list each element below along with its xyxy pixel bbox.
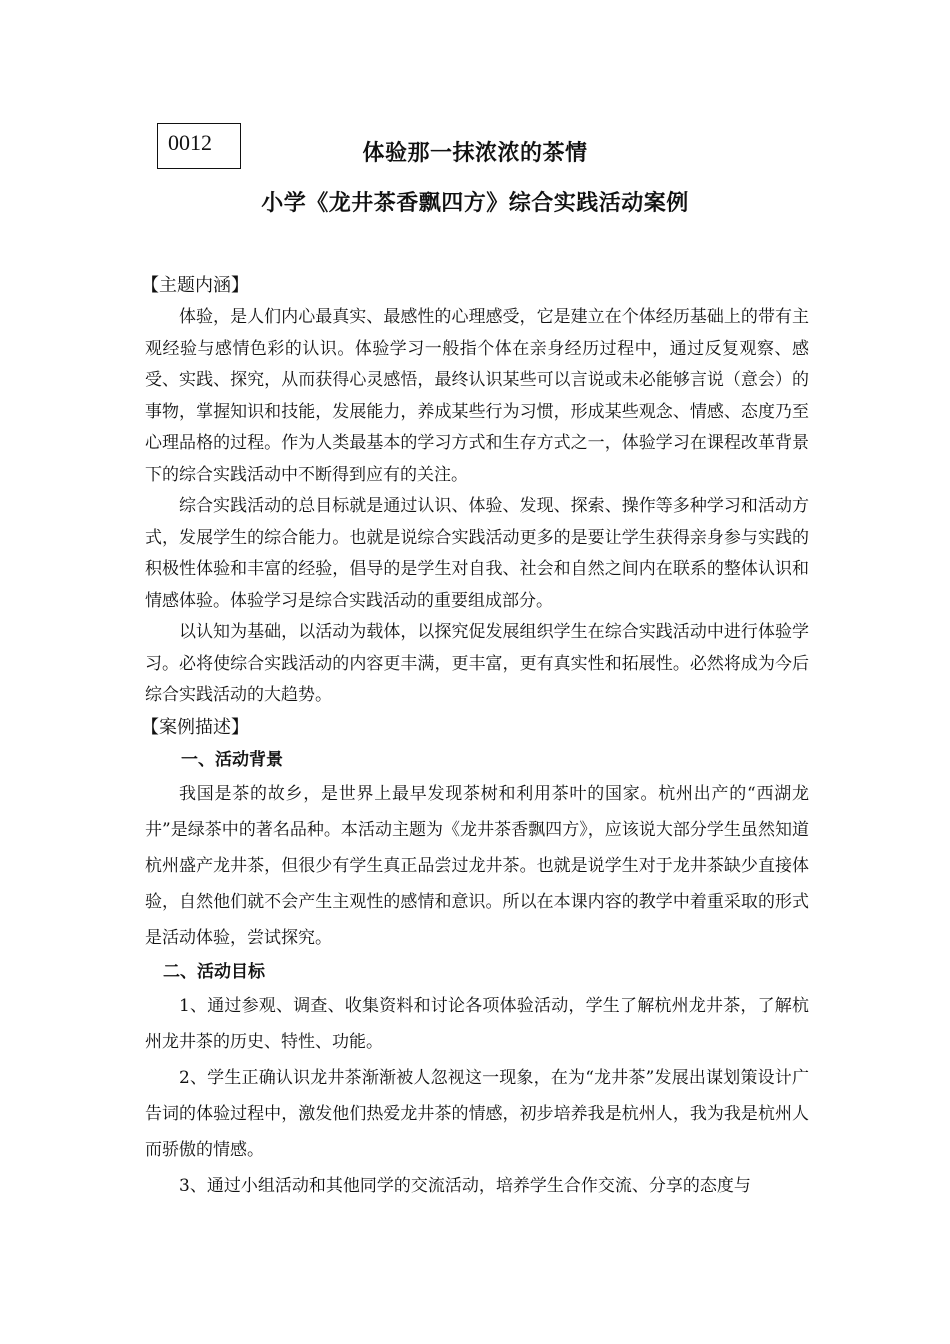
paragraph: 体验，是人们内心最真实、最感性的心理感受，它是建立在个体经历基础上的带有主观经验与感情色彩的认识。体验学习一般指个体在亲身经历过程中，通过反复观察、感受、实践、探究，从而获得心灵感悟，最终认识某些可以言说或未必能够言说（意会）的事物，掌握知识和技能，发展能力，养成某些行为习惯，形成某些观念、情感、态度乃至心理品格的过程。作为人类最基本的学习方式和生存方式之一，体验学习在课程改革背景下的综合实践活动中不断得到应有的关注。	[145, 307, 809, 485]
document-body	[141, 270, 809, 1204]
paragraph: 我国是茶的故乡，是世界上最早发现茶树和利用茶叶的国家。杭州出产的“西湖龙井”是绿茶中的著名品种。本活动主题为《龙井茶香飘四方》，应该说大部分学生虽然知道杭州盛产龙井茶，但很少有学生真正品尝过龙井茶。也就是说学生对于龙井茶缺少直接体验，自然他们就不会产生主观性的感情和意识。所以在本课内容的教学中着重采取的形式是活动体验，尝试探究。	[145, 783, 809, 948]
document-subtitle: 小学《龙井茶香飘四方》综合实践活动案例	[261, 191, 689, 216]
goal-item: 1、通过参观、调查、收集资料和讨论各项体验活动，学生了解杭州龙井茶，了解杭州龙井茶的历史、特性、功能。	[145, 995, 809, 1052]
document-title: 体验那一抹浓浓的茶情	[362, 141, 588, 166]
goal-item: 2、学生正确认识龙井茶渐渐被人忽视这一现象，在为“龙井茶”发展出谋划策设计广告词的体验过程中，激发他们热爱龙井茶的情感，初步培养我是杭州人，我为我是杭州人而骄傲的情感。	[145, 1067, 809, 1160]
paragraph: 以认知为基础，以活动为载体，以探究促发展组织学生在综合实践活动中进行体验学习。必将使综合实践活动的内容更丰满，更丰富，更有真实性和拓展性。必然将成为今后综合实践活动的大趋势。	[145, 622, 809, 705]
section-heading-theme: 【主题内涵】	[141, 275, 249, 296]
goal-item: 3、通过小组活动和其他同学的交流活动，培养学生合作交流、分享的态度与	[179, 1175, 751, 1196]
section-heading-case: 【案例描述】	[141, 716, 249, 738]
subheading-background: 一、活动背景	[181, 749, 283, 770]
document-code-box: 0012	[157, 123, 241, 169]
paragraph: 综合实践活动的总目标就是通过认识、体验、发现、探索、操作等多种学习和活动方式，发展学生的综合能力。也就是说综合实践活动更多的是要让学生获得亲身参与实践的积极性体验和丰富的经验，倡导的是学生对自我、社会和自然之间内在联系的整体认识和情感体验。体验学习是综合实践活动的重要组成部分。	[145, 496, 809, 611]
subheading-goals: 二、活动目标	[163, 961, 265, 982]
